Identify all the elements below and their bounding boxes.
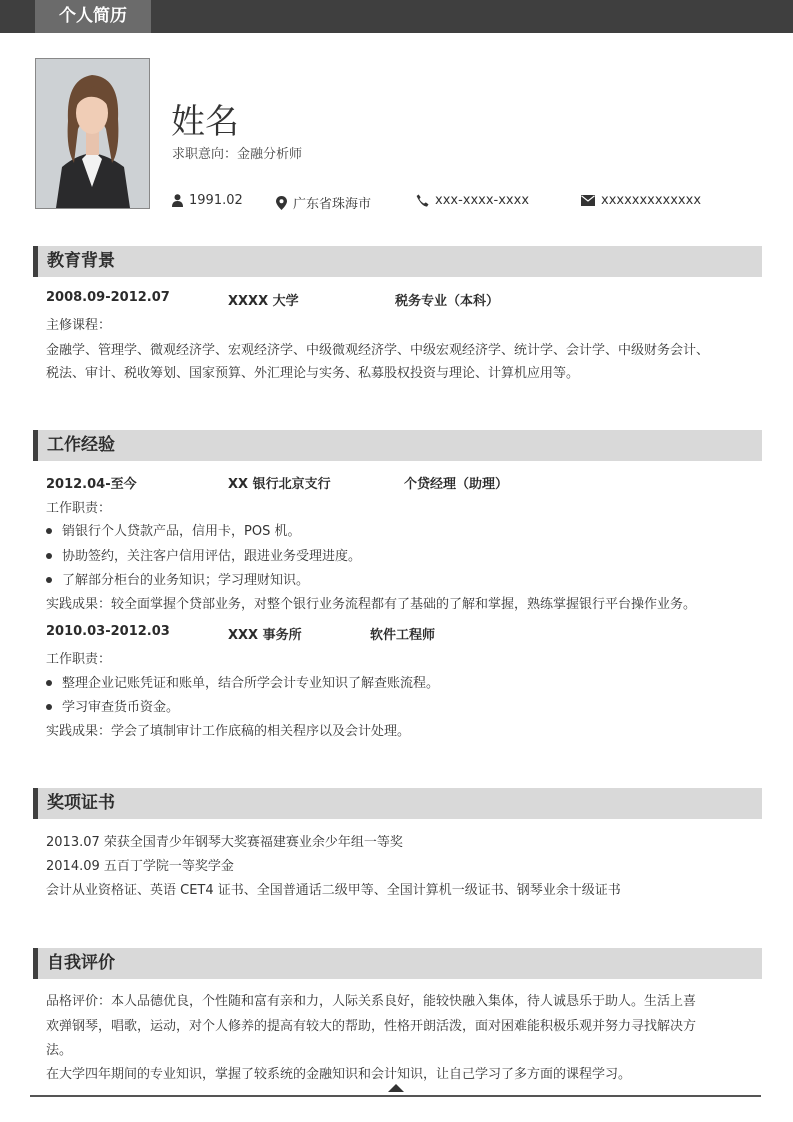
user-icon	[172, 194, 183, 207]
job-1-duty-1-text: 销银行个人贷款产品，信用卡，POS 机。	[62, 524, 301, 539]
work-header	[33, 430, 762, 461]
job-2-duty-label: 工作职责：	[46, 652, 112, 667]
job-2-period: 2010.03-2012.03	[46, 624, 170, 639]
phone-icon	[416, 194, 429, 207]
bullet	[46, 553, 52, 559]
job-1-duty-2	[46, 545, 361, 564]
courses-line-1: 金融学、管理学、微观经济学、宏观经济学、中级微观经济学、中级宏观经济学、统计学、会计学、中级财务会计、	[46, 343, 710, 358]
location-pin-icon	[276, 196, 287, 210]
email-item	[581, 193, 701, 208]
job-intent-label: 求职意向：	[172, 147, 238, 162]
job-2-duty-2-text: 学习审查货币资金。	[62, 700, 180, 715]
self-eval-line-3: 法。	[46, 1043, 73, 1058]
job-2-result: 实践成果：学会了填制审计工作底稿的相关程序以及会计处理。	[46, 724, 411, 739]
awards-title: 奖项证书	[47, 793, 115, 813]
job-1-duty-2-text: 协助签约，关注客户信用评估，跟进业务受理进度。	[62, 549, 362, 564]
job-1-result: 实践成果：较全面掌握个贷部业务，对整个银行业务流程都有了基础的了解和掌握，熟练掌握银行平台操作业务。	[46, 597, 697, 612]
envelope-icon	[581, 195, 595, 206]
job-1-duty-3-text: 了解部分柜台的业务知识；学习理财知识。	[62, 573, 310, 588]
bullet	[46, 528, 52, 534]
location-text: 广东省珠海市	[293, 197, 372, 212]
self-eval-line-2: 欢弹钢琴，唱歌，运动，对个人修养的提高有较大的帮助，性格开朗活泼，面对困难能积极乐观并努力寻找解决方	[46, 1019, 697, 1034]
courses-label: 主修课程：	[46, 318, 112, 333]
job-1-duty-3	[46, 569, 309, 588]
candidate-name: 姓名	[171, 102, 239, 142]
education-title: 教育背景	[47, 251, 115, 271]
self-eval-header	[33, 948, 762, 979]
self-eval-line-4: 在大学四年期间的专业知识，掌握了较系统的金融知识和会计知识，让自己学习了多方面的课程学习。	[46, 1067, 632, 1082]
award-item-3: 会计从业资格证、英语 CET4 证书、全国普通话二级甲等、全国计算机一级证书、钢琴业余十级证书	[46, 883, 621, 898]
resume-title-tab: 个人简历	[35, 0, 151, 33]
job-1-duty-1	[46, 520, 300, 539]
top-bar	[0, 0, 793, 33]
job-1-company: XX 银行北京支行	[228, 477, 331, 492]
work-title: 工作经验	[47, 435, 115, 455]
job-intent-value: 金融分析师	[237, 147, 303, 162]
bullet	[46, 577, 52, 583]
job-2-duty-1	[46, 672, 439, 691]
profile-photo	[35, 58, 150, 209]
self-eval-title: 自我评价	[47, 953, 115, 973]
education-school: XXXX 大学	[228, 294, 299, 309]
job-1-duty-label: 工作职责：	[46, 501, 112, 516]
job-2-position: 软件工程师	[370, 628, 436, 643]
courses-line-2: 税法、审计、税收筹划、国家预算、外汇理论与实务、私募股权投资与理论、计算机应用等。	[46, 366, 580, 381]
award-item-1: 2013.07 荣获全国青少年钢琴大奖赛福建赛业余少年组一等奖	[46, 835, 403, 850]
education-major: 税务专业（本科）	[395, 294, 500, 309]
job-intent	[172, 143, 302, 162]
job-1-position: 个贷经理（助理）	[404, 477, 509, 492]
location-item	[276, 193, 371, 212]
bottom-divider	[30, 1095, 761, 1097]
job-2-company: XXX 事务所	[228, 628, 302, 643]
bullet	[46, 680, 52, 686]
job-2-duty-1-text: 整理企业记账凭证和账单，结合所学会计专业知识了解查账流程。	[62, 676, 440, 691]
education-period: 2008.09-2012.07	[46, 290, 170, 305]
contact-row	[170, 193, 770, 213]
job-1-period: 2012.04-至今	[46, 477, 137, 492]
birth-date: 1991.02	[189, 193, 243, 208]
bullet	[46, 704, 52, 710]
self-eval-line-1: 品格评价：本人品德优良，个性随和富有亲和力，人际关系良好，能较快融入集体，待人诚恳乐于助人。生活上喜	[46, 994, 697, 1009]
education-header	[33, 246, 762, 277]
phone-number: xxx-xxxx-xxxx	[435, 193, 530, 208]
job-2-duty-2	[46, 696, 179, 715]
email-address: xxxxxxxxxxxxx	[601, 193, 702, 208]
birth-item	[172, 193, 243, 208]
triangle-up-icon	[388, 1084, 404, 1092]
awards-header	[33, 788, 762, 819]
phone-item	[416, 193, 529, 208]
award-item-2: 2014.09 五百丁学院一等奖学金	[46, 859, 234, 874]
